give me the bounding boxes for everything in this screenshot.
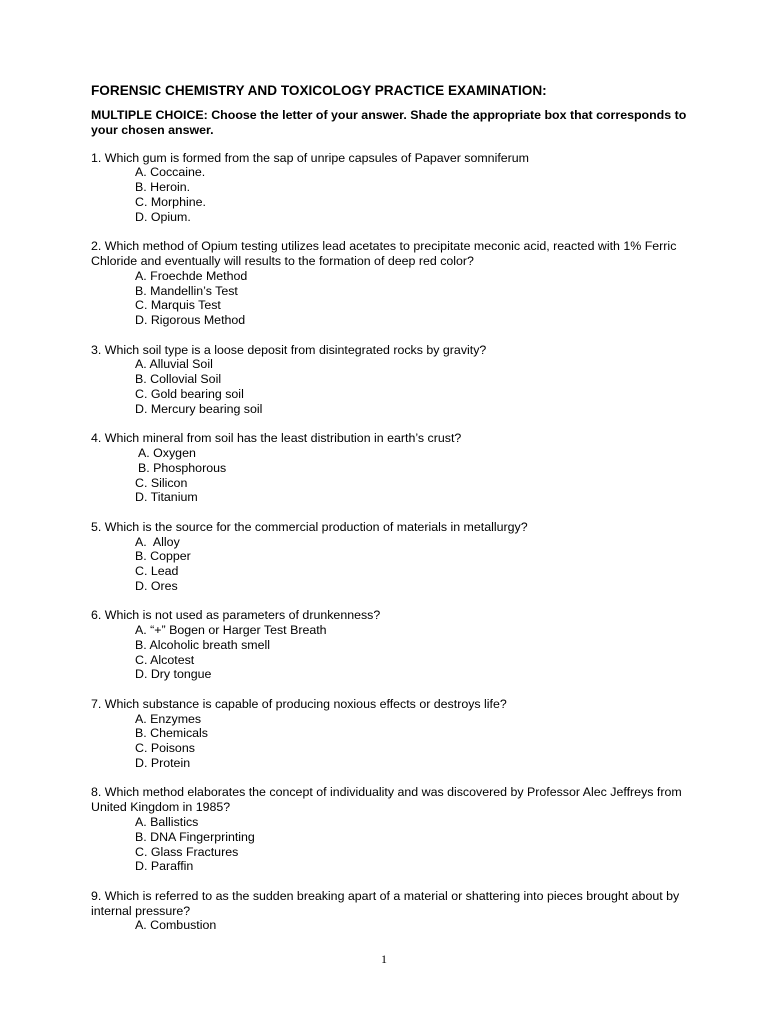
option-b: B. Heroin. xyxy=(135,180,191,195)
question-6 xyxy=(91,608,691,682)
question-stem: 4. Which mineral from soil has the least distribution in earth’s crust? xyxy=(91,431,462,446)
option-c: C. Morphine. xyxy=(135,194,206,209)
option-c: C. Lead xyxy=(135,564,179,579)
option-c: C. Gold bearing soil xyxy=(135,386,244,401)
option-b: B. Alcoholic breath smell xyxy=(135,637,270,652)
option-a: A. Combustion xyxy=(135,918,217,933)
option-d: D. Protein xyxy=(135,756,191,771)
instructions: MULTIPLE CHOICE: Choose the letter of your answer. Shade the appropriate box that corresponds to your chosen answer. xyxy=(91,108,687,137)
option-b: B. Copper xyxy=(135,549,191,564)
option-d: D. Ores xyxy=(135,578,178,593)
option-a: A. “+” Bogen or Harger Test Breath xyxy=(135,623,327,638)
exam-page xyxy=(91,82,691,948)
question-stem: 9. Which is referred to as the sudden breaking apart of a material or shattering into pieces brought about by internal pressure? xyxy=(91,888,680,918)
option-c: C. Poisons xyxy=(135,741,195,756)
option-a: A. Alloy xyxy=(135,534,180,549)
question-8 xyxy=(91,785,691,874)
exam-title: FORENSIC CHEMISTRY AND TOXICOLOGY PRACTICE EXAMINATION: xyxy=(91,83,547,98)
option-c: C. Marquis Test xyxy=(135,298,221,313)
option-c: C. Alcotest xyxy=(135,652,195,667)
option-d: D. Paraffin xyxy=(135,859,194,874)
option-a: A. Froechde Method xyxy=(135,268,248,283)
option-a: A. Oxygen xyxy=(138,445,196,460)
option-c: C. Silicon xyxy=(135,475,188,490)
question-9 xyxy=(91,889,691,933)
option-b: B. Chemicals xyxy=(135,726,208,741)
option-b: B. Collovial Soil xyxy=(135,372,222,387)
question-7 xyxy=(91,697,691,771)
question-3 xyxy=(91,343,691,417)
question-stem: 6. Which is not used as parameters of drunkenness? xyxy=(91,608,381,623)
question-1 xyxy=(91,151,691,225)
question-stem: 2. Which method of Opium testing utilizes lead acetates to precipitate meconic acid, reacted with 1% Ferric Chloride and eventually will results to the formation of deep red color? xyxy=(91,239,677,268)
question-2 xyxy=(91,239,691,328)
question-stem: 8. Which method elaborates the concept of individuality and was discovered by Professor Alec Jeffreys from United Kingdom in 1985? xyxy=(91,785,682,815)
question-4 xyxy=(91,431,691,505)
option-a: A. Ballistics xyxy=(135,815,199,830)
option-d: D. Rigorous Method xyxy=(135,313,246,328)
question-5 xyxy=(91,520,691,594)
page-number: 1 xyxy=(381,952,387,966)
option-c: C. Glass Fractures xyxy=(135,844,239,859)
option-d: D. Opium. xyxy=(135,209,191,224)
option-d: D. Dry tongue xyxy=(135,667,212,682)
question-stem: 7. Which substance is capable of producing noxious effects or destroys life? xyxy=(91,696,507,711)
option-d: D. Mercury bearing soil xyxy=(135,401,263,416)
option-a: A. Alluvial Soil xyxy=(135,357,213,372)
option-a: A. Coccaine. xyxy=(135,165,206,180)
question-stem: 5. Which is the source for the commercial production of materials in metallurgy? xyxy=(91,519,528,534)
option-b: B. Mandellin’s Test xyxy=(135,283,238,298)
question-stem: 1. Which gum is formed from the sap of unripe capsules of Papaver somniferum xyxy=(91,150,529,165)
question-stem: 3. Which soil type is a loose deposit from disintegrated rocks by gravity? xyxy=(91,342,487,357)
option-a: A. Enzymes xyxy=(135,711,202,726)
option-b: B. Phosphorous xyxy=(138,460,227,475)
option-b: B. DNA Fingerprinting xyxy=(135,829,255,844)
option-d: D. Titanium xyxy=(135,490,198,505)
